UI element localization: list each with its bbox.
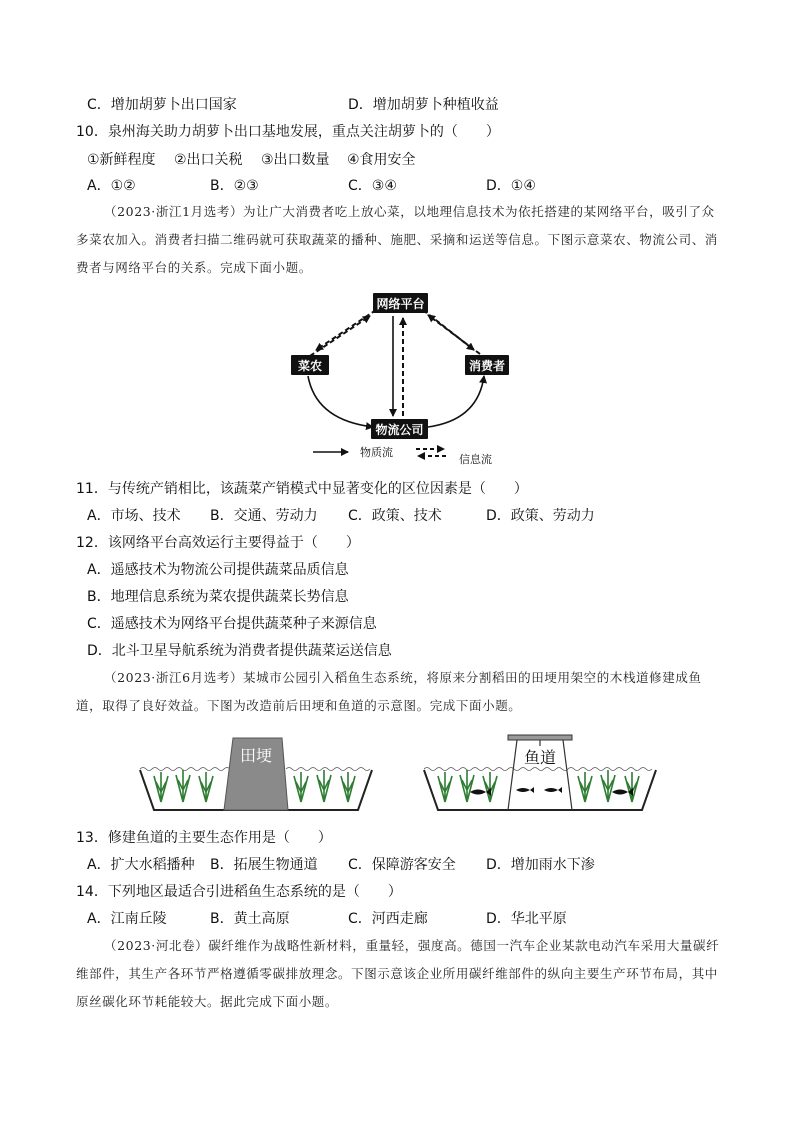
passage-1-text: （2023·浙江1月选考）为让广大消费者吃上放心菜，以地理信息技术为依托搭建的某网络平台，吸引了众多菜农加入。消费者扫描二维码就可获取蔬菜的播种、施肥、采摘和运送等信息。下图示意菜农、物流公司、消费者与网络平台的关系。完成下面小题。 [76, 204, 718, 275]
farmer-platform-info [310, 316, 370, 356]
passage-2-text: （2023·浙江6月选考）某城市公园引入稻鱼生态系统，将原来分割稻田的田埂用架空的木栈道修建成鱼道，取得了良好效益。下图为改造前后田埂和鱼道的示意图。完成下面小题。 [76, 670, 702, 713]
network-relationship-diagram [278, 288, 518, 468]
passage-3 [76, 932, 726, 1016]
q14-option-a: A．江南丘陵 [87, 911, 167, 927]
q11-stem: 11．与传统产销相比，该蔬菜产销模式中显著变化的区位因素是（ ） [76, 481, 528, 497]
q12-option-d: D．北斗卫星导航系统为消费者提供蔬菜运送信息 [87, 643, 392, 659]
legend-info-label: 信息流 [459, 453, 492, 466]
q10-stem: 10．泉州海关助力胡萝卜出口基地发展，重点关注胡萝卜的（ ） [76, 124, 500, 140]
q11-option-a: A．市场、技术 [87, 508, 181, 524]
q14-option-c: C．河西走廊 [348, 911, 428, 927]
fish-channel-label: 鱼道 [523, 748, 557, 767]
boardwalk [508, 735, 572, 740]
q12-option-b: B．地理信息系统为菜农提供蔬菜长势信息 [87, 589, 349, 605]
q14-option-b: B．黄土高原 [210, 911, 290, 927]
q10-item-1: ①新鲜程度 [87, 152, 156, 168]
q9-option-d: D．增加胡萝卜种植收益 [348, 97, 499, 113]
node-logistics [371, 419, 428, 439]
q13-option-d: D．增加雨水下渗 [486, 857, 595, 873]
q14-stem: 14．下列地区最适合引进稻鱼生态系统的是（ ） [76, 884, 402, 900]
rice-plants-right [438, 770, 639, 802]
q11-option-d: D．政策、劳动力 [486, 508, 595, 524]
q12-option-a: A．遥感技术为物流公司提供蔬菜品质信息 [87, 562, 349, 578]
ridge-diagram [136, 732, 376, 814]
q13-option-a: A．扩大水稻播种 [87, 857, 195, 873]
logistics-consumer-arc [428, 376, 484, 427]
svg-text:消费者: 消费者 [468, 359, 506, 373]
legend-material-label: 物质流 [360, 446, 393, 459]
q10-option-d: D．①④ [486, 178, 536, 194]
q10-option-b: B．②③ [210, 178, 259, 194]
q10-item-3: ③出口数量 [261, 152, 330, 168]
node-farmer [291, 355, 329, 375]
passage-2 [76, 664, 726, 720]
q12-option-c: C．遥感技术为网络平台提供蔬菜种子来源信息 [87, 616, 377, 632]
passage-1 [76, 198, 726, 282]
q11-option-b: B．交通、劳动力 [210, 508, 318, 524]
q11-option-c: C．政策、技术 [348, 508, 442, 524]
q14-option-d: D．华北平原 [486, 911, 567, 927]
q10-item-2: ②出口关税 [174, 152, 243, 168]
node-platform [373, 293, 428, 313]
q10-option-a: A．①② [87, 178, 136, 194]
q10-option-c: C．③④ [348, 178, 397, 194]
q13-stem: 13．修建鱼道的主要生态作用是（ ） [76, 830, 332, 846]
farmer-logistics-arc [308, 376, 373, 427]
platform-farmer-info [316, 310, 376, 350]
ridge-label: 田埂 [239, 746, 273, 765]
q9-option-c: C．增加胡萝卜出口国家 [87, 97, 237, 113]
fish-channel-diagram [420, 732, 660, 814]
q10-item-4: ④食用安全 [347, 152, 416, 168]
svg-text:网络平台: 网络平台 [376, 297, 425, 311]
q13-option-c: C．保障游客安全 [348, 857, 456, 873]
q13-option-b: B．拓展生物通道 [210, 857, 318, 873]
passage-3-text: （2023·河北卷）碳纤维作为战略性新材料，重量轻，强度高。德国一汽车企业某款电动汽车采用大量碳纤维部件，其生产各环节严格遵循零碳排放理念。下图示意该企业所用碳纤维部件的纵向主要生产环节布局，其中原丝碳化环节耗能较大。据此完成下面小题。 [76, 938, 720, 1009]
node-consumer [465, 355, 509, 375]
q12-stem: 12．该网络平台高效运行主要得益于（ ） [76, 535, 360, 551]
svg-text:物流公司: 物流公司 [375, 423, 424, 437]
svg-text:菜农: 菜农 [297, 359, 323, 373]
